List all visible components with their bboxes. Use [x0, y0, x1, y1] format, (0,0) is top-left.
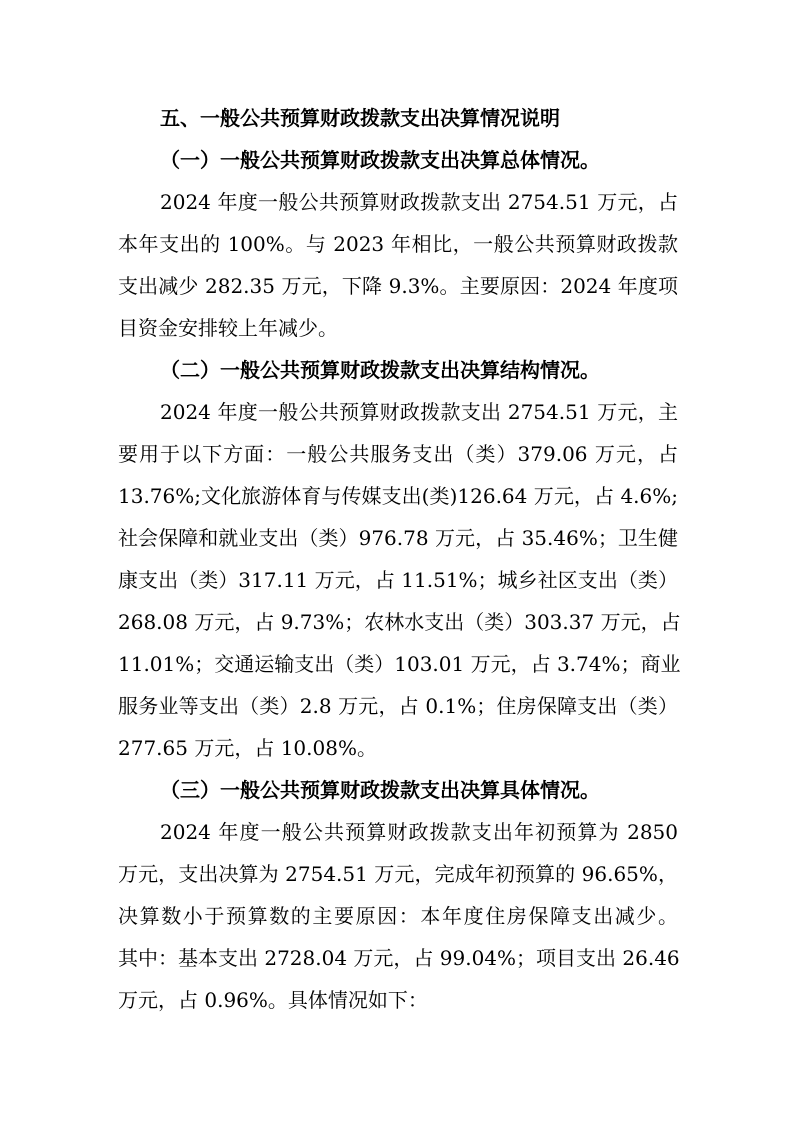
paragraph-line: 社会保障和就业支出（类）976.78 万元，占 35.46%；卫生健	[118, 526, 678, 550]
paragraph-line: 目资金安排较上年减少。	[118, 316, 338, 340]
paragraph-line: 2024 年度一般公共预算财政拨款支出 2754.51 万元，占	[160, 190, 678, 214]
paragraph-line: 万元，占 0.96%。具体情况如下：	[118, 988, 428, 1012]
paragraph-line: 277.65 万元，占 10.08%。	[118, 736, 377, 760]
paragraph-line: 本年支出的 100%。与 2023 年相比，一般公共预算财政拨款	[118, 232, 678, 256]
paragraph-line: 万元，支出决算为 2754.51 万元，完成年初预算的 96.65%，	[118, 862, 678, 886]
paragraph-line: 2024 年度一般公共预算财政拨款支出 2754.51 万元，主	[160, 400, 678, 424]
paragraph-line: 2024 年度一般公共预算财政拨款支出年初预算为 2850	[160, 820, 678, 844]
paragraph-line: 11.01%；交通运输支出（类）103.01 万元，占 3.74%；商业	[118, 652, 681, 676]
paragraph-line: 268.08 万元，占 9.73%；农林水支出（类）303.37 万元，占	[118, 610, 681, 634]
paragraph-line: 13.76%;文化旅游体育与传媒支出(类)126.64 万元，占 4.6%;	[118, 484, 678, 508]
paragraph-line: 康支出（类）317.11 万元，占 11.51%；城乡社区支出（类）	[118, 568, 678, 592]
subsection-heading-detail: （三）一般公共预算财政拨款支出决算具体情况。	[160, 778, 600, 802]
paragraph-line: 要用于以下方面：一般公共服务支出（类）379.06 万元，占	[118, 442, 678, 466]
paragraph-line: 决算数小于预算数的主要原因：本年度住房保障支出减少。	[118, 904, 678, 928]
section-title: 五、一般公共预算财政拨款支出决算情况说明	[160, 106, 560, 130]
paragraph-line: 服务业等支出（类）2.8 万元，占 0.1%；住房保障支出（类）	[118, 694, 678, 718]
paragraph-line: 支出减少 282.35 万元，下降 9.3%。主要原因：2024 年度项	[118, 274, 678, 298]
paragraph-line: 其中：基本支出 2728.04 万元，占 99.04%；项目支出 26.46	[118, 946, 680, 970]
subsection-heading-structure: （二）一般公共预算财政拨款支出决算结构情况。	[160, 358, 600, 382]
subsection-heading-overall: （一）一般公共预算财政拨款支出决算总体情况。	[160, 148, 600, 172]
